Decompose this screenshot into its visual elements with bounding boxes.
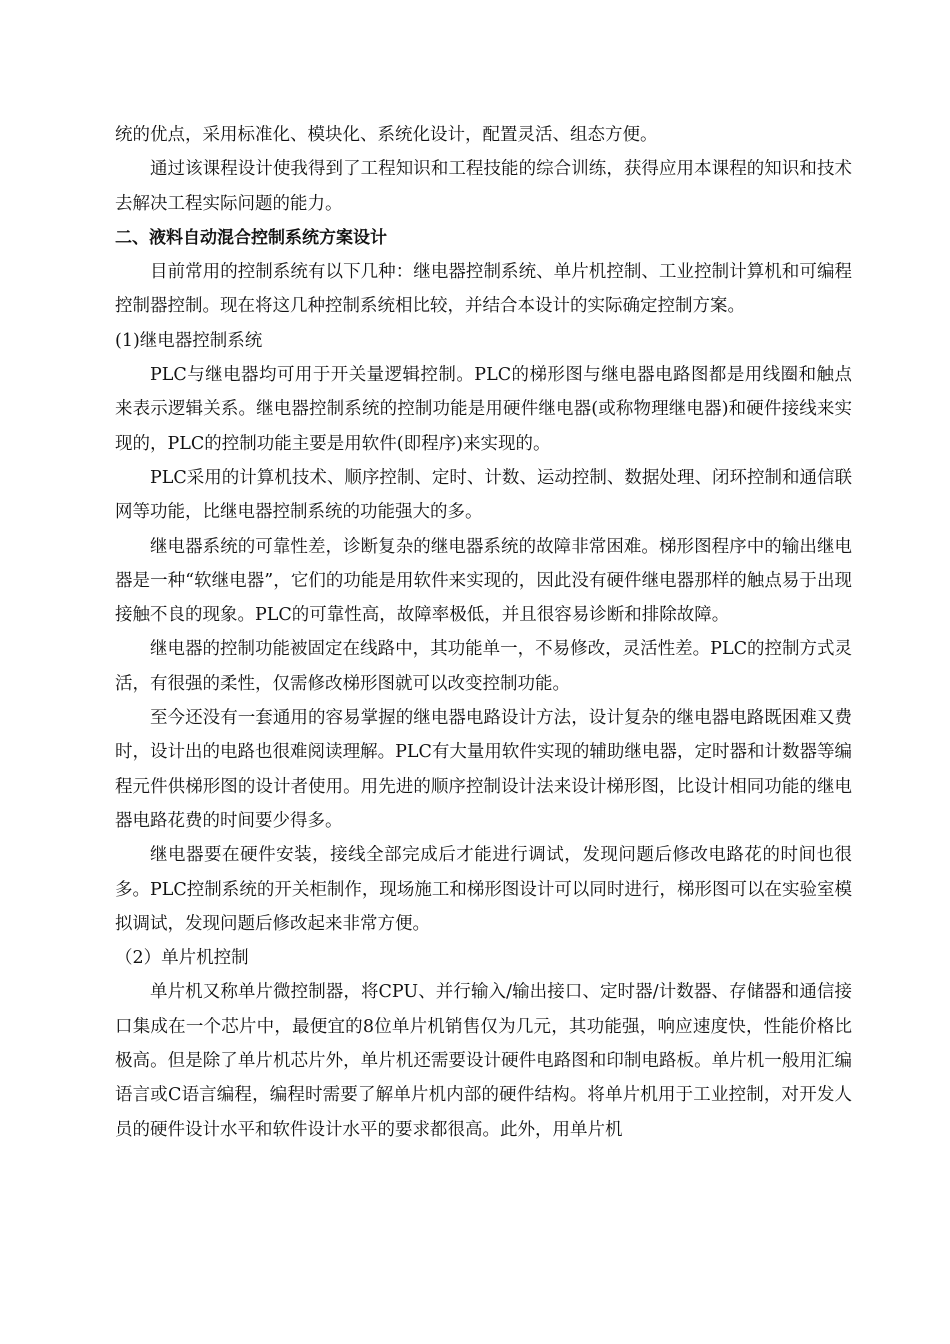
paragraph-relay-4: 继电器的控制功能被固定在线路中，其功能单一，不易修改，灵活性差。PLC的控制方式灵活，有很强的柔性，仅需修改梯形图就可以改变控制功能。 bbox=[115, 639, 852, 694]
section-heading: 二、液料自动混合控制系统方案设计 bbox=[115, 227, 387, 248]
paragraph-relay-5: 至今还没有一套通用的容易掌握的继电器电路设计方法，设计复杂的继电器电路既困难又费时，设计出的电路也很难阅读理解。PLC有大量用软件实现的辅助继电器，定时器和计数器等编程元件供梯形图的设计者使用。用先进的顺序控制设计法来设计梯形图，比设计相同功能的继电器电路花费的时间要少得多。 bbox=[115, 708, 852, 831]
subheading-relay: (1)继电器控制系统 bbox=[115, 330, 263, 351]
subheading-mcu: （2）单片机控制 bbox=[115, 948, 249, 969]
paragraph-intro: 目前常用的控制系统有以下几种：继电器控制系统、单片机控制、工业控制计算机和可编程控制器控制。现在将这几种控制系统相比较，并结合本设计的实际确定控制方案。 bbox=[115, 262, 852, 317]
paragraph-relay-6: 继电器要在硬件安装，接线全部完成后才能进行调试，发现问题后修改电路花的时间也很多。PLC控制系统的开关柜制作，现场施工和梯形图设计可以同时进行，梯形图可以在实验室模拟调试，发现问题后修改起来非常方便。 bbox=[115, 845, 852, 934]
paragraph-relay-2: PLC采用的计算机技术、顺序控制、定时、计数、运动控制、数据处理、闭环控制和通信联网等功能，比继电器控制系统的功能强大的多。 bbox=[115, 467, 852, 523]
document-body bbox=[115, 118, 852, 1147]
paragraph-mcu-1: 单片机又称单片微控制器，将CPU、并行输入/输出接口、定时器/计数器、存储器和通信接口集成在一个芯片中，最便宜的8位单片机销售仅为几元，其功能强，响应速度快，性能价格比极高。但是除了单片机芯片外，单片机还需要设计硬件电路图和印制电路板。单片机一般用汇编语言或C语言编程，编程时需要了解单片机内部的硬件结构。将单片机用于工业控制，对开发人员的硬件设计水平和软件设计水平的要求都很高。此外，用单片机 bbox=[115, 982, 852, 1140]
paragraph-training: 通过该课程设计使我得到了工程知识和工程技能的综合训练，获得应用本课程的知识和技术去解决工程实际问题的能力。 bbox=[115, 159, 852, 214]
paragraph-continued: 统的优点，采用标准化、模块化、系统化设计，配置灵活、组态方便。 bbox=[115, 125, 658, 145]
paragraph-relay-3: 继电器系统的可靠性差，诊断复杂的继电器系统的故障非常困难。梯形图程序中的输出继电器是一种“软继电器”，它们的功能是用软件来实现的，因此没有硬件继电器那样的触点易于出现接触不良的现象。PLC的可靠性高，故障率极低，并且很容易诊断和排除故障。 bbox=[115, 536, 852, 626]
paragraph-relay-1: PLC与继电器均可用于开关量逻辑控制。PLC的梯形图与继电器电路图都是用线圈和触点来表示逻辑关系。继电器控制系统的控制功能是用硬件继电器(或称物理继电器)和硬件接线来实现的，PLC的控制功能主要是用软件(即程序)来实现的。 bbox=[115, 365, 852, 454]
